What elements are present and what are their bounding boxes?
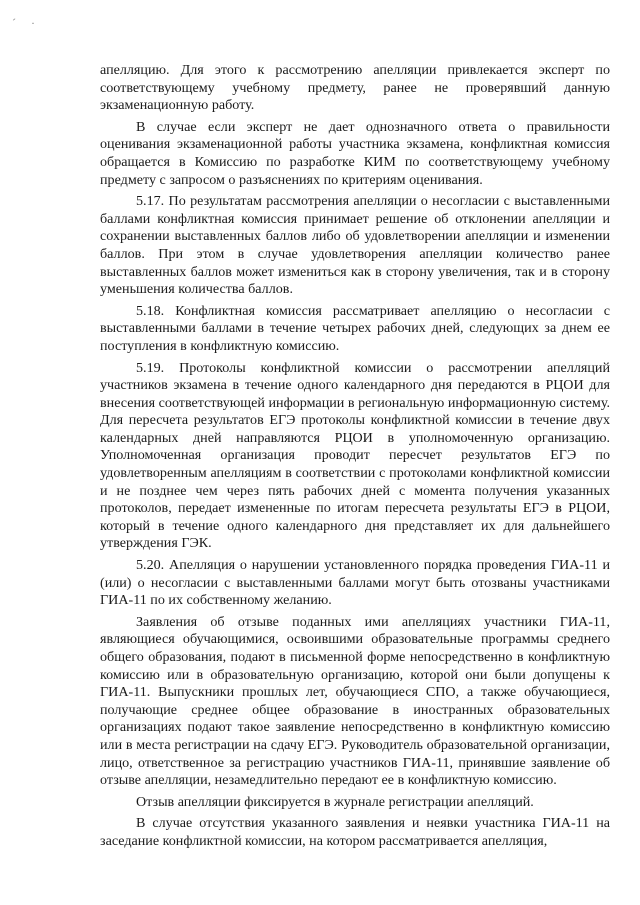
paragraph-appeal-continuation: апелляцию. Для этого к рассмотрению апелляции привлекается эксперт по соответствующему учебному предмету, ранее не проверявший данную экзаменационную работу. xyxy=(100,62,610,114)
paragraph-5-18: 5.18. Конфликтная комиссия рассматривает апелляцию о несогласии с выставленными баллами в течение четырех рабочих дней, следующих за днем ее поступления в конфликтную комиссию. xyxy=(100,302,610,354)
paragraph-expert-ambiguity: В случае если эксперт не дает однозначного ответа о правильности оценивания экзаменационной работы участника экзамена, конфликтная комиссия обращается в Комиссию по разработке КИМ по соответствующему учебному предмету с запросом о разъяснениях по критериям оценивания. xyxy=(100,118,610,188)
paragraph-absence-case: В случае отсутствия указанного заявления и неявки участника ГИА-11 на заседание конфликтной комиссии, на котором рассматривается апелляция, xyxy=(100,815,610,849)
paragraph-5-20: 5.20. Апелляция о нарушении установленного порядка проведения ГИА-11 и (или) о несогласии с выставленными баллами могут быть отозваны участниками ГИА-11 по их собственному желанию. xyxy=(100,557,610,609)
paragraph-withdrawal-statements: Заявления об отзыве поданных ими апелляциях участники ГИА-11, являющиеся обучающимися, освоившими образовательные программы среднего общего образования, подают в письменной форме непосредственно в конфликтную комиссию или в образовательную организацию, которой они были допущены к ГИА-11. Выпускники прошлых лет, обучающиеся СПО, а также обучающиеся, получающие среднее общее образование в иностранных образовательных организациях подают такое заявление непосредственно в конфликтную комиссию или в места регистрации на сдачу ЕГЭ. Руководитель образовательной организации, лицо, ответственное за регистрацию участников ГИА-11, принявшие заявление об отзыве апелляции, незамедлительно передают ее в конфликтную комиссию. xyxy=(100,613,610,789)
paragraph-5-19: 5.19. Протоколы конфликтной комиссии о рассмотрении апелляций участников экзамена в течение одного календарного дня передаются в РЦОИ для внесения соответствующей информации в региональную информационную систему. Для пересчета результатов ЕГЭ протоколы конфликтной комиссии в течение двух календарных дней направляются РЦОИ в уполномоченную организацию. Уполномоченная организация проводит пересчет результатов ЕГЭ по удовлетворенным апелляциям в соответствии с протоколами конфликтной комиссии и не позднее чем через пять рабочих дней с момента получения указанных протоколов, передает измененные по итогам пересчета результаты ЕГЭ в РЦОИ, который в течение одного календарного дня представляет их для дальнейшего утверждения ГЭК. xyxy=(100,359,610,552)
paragraph-withdrawal-registration: Отзыв апелляции фиксируется в журнале регистрации апелляций. xyxy=(136,793,534,810)
paragraph-5-17: 5.17. По результатам рассмотрения апелляции о несогласии с выставленными баллами конфликтная комиссия принимает решение об отклонении апелляции и сохранении выставленных баллов либо об удовлетворении апелляции и изменении баллов. При этом в случае удовлетворения апелляции количество ранее выставленных баллов может измениться как в сторону увеличения, так и в сторону уменьшения количества баллов. xyxy=(100,193,610,298)
scan-corner-marks: ´ · xyxy=(12,16,41,30)
